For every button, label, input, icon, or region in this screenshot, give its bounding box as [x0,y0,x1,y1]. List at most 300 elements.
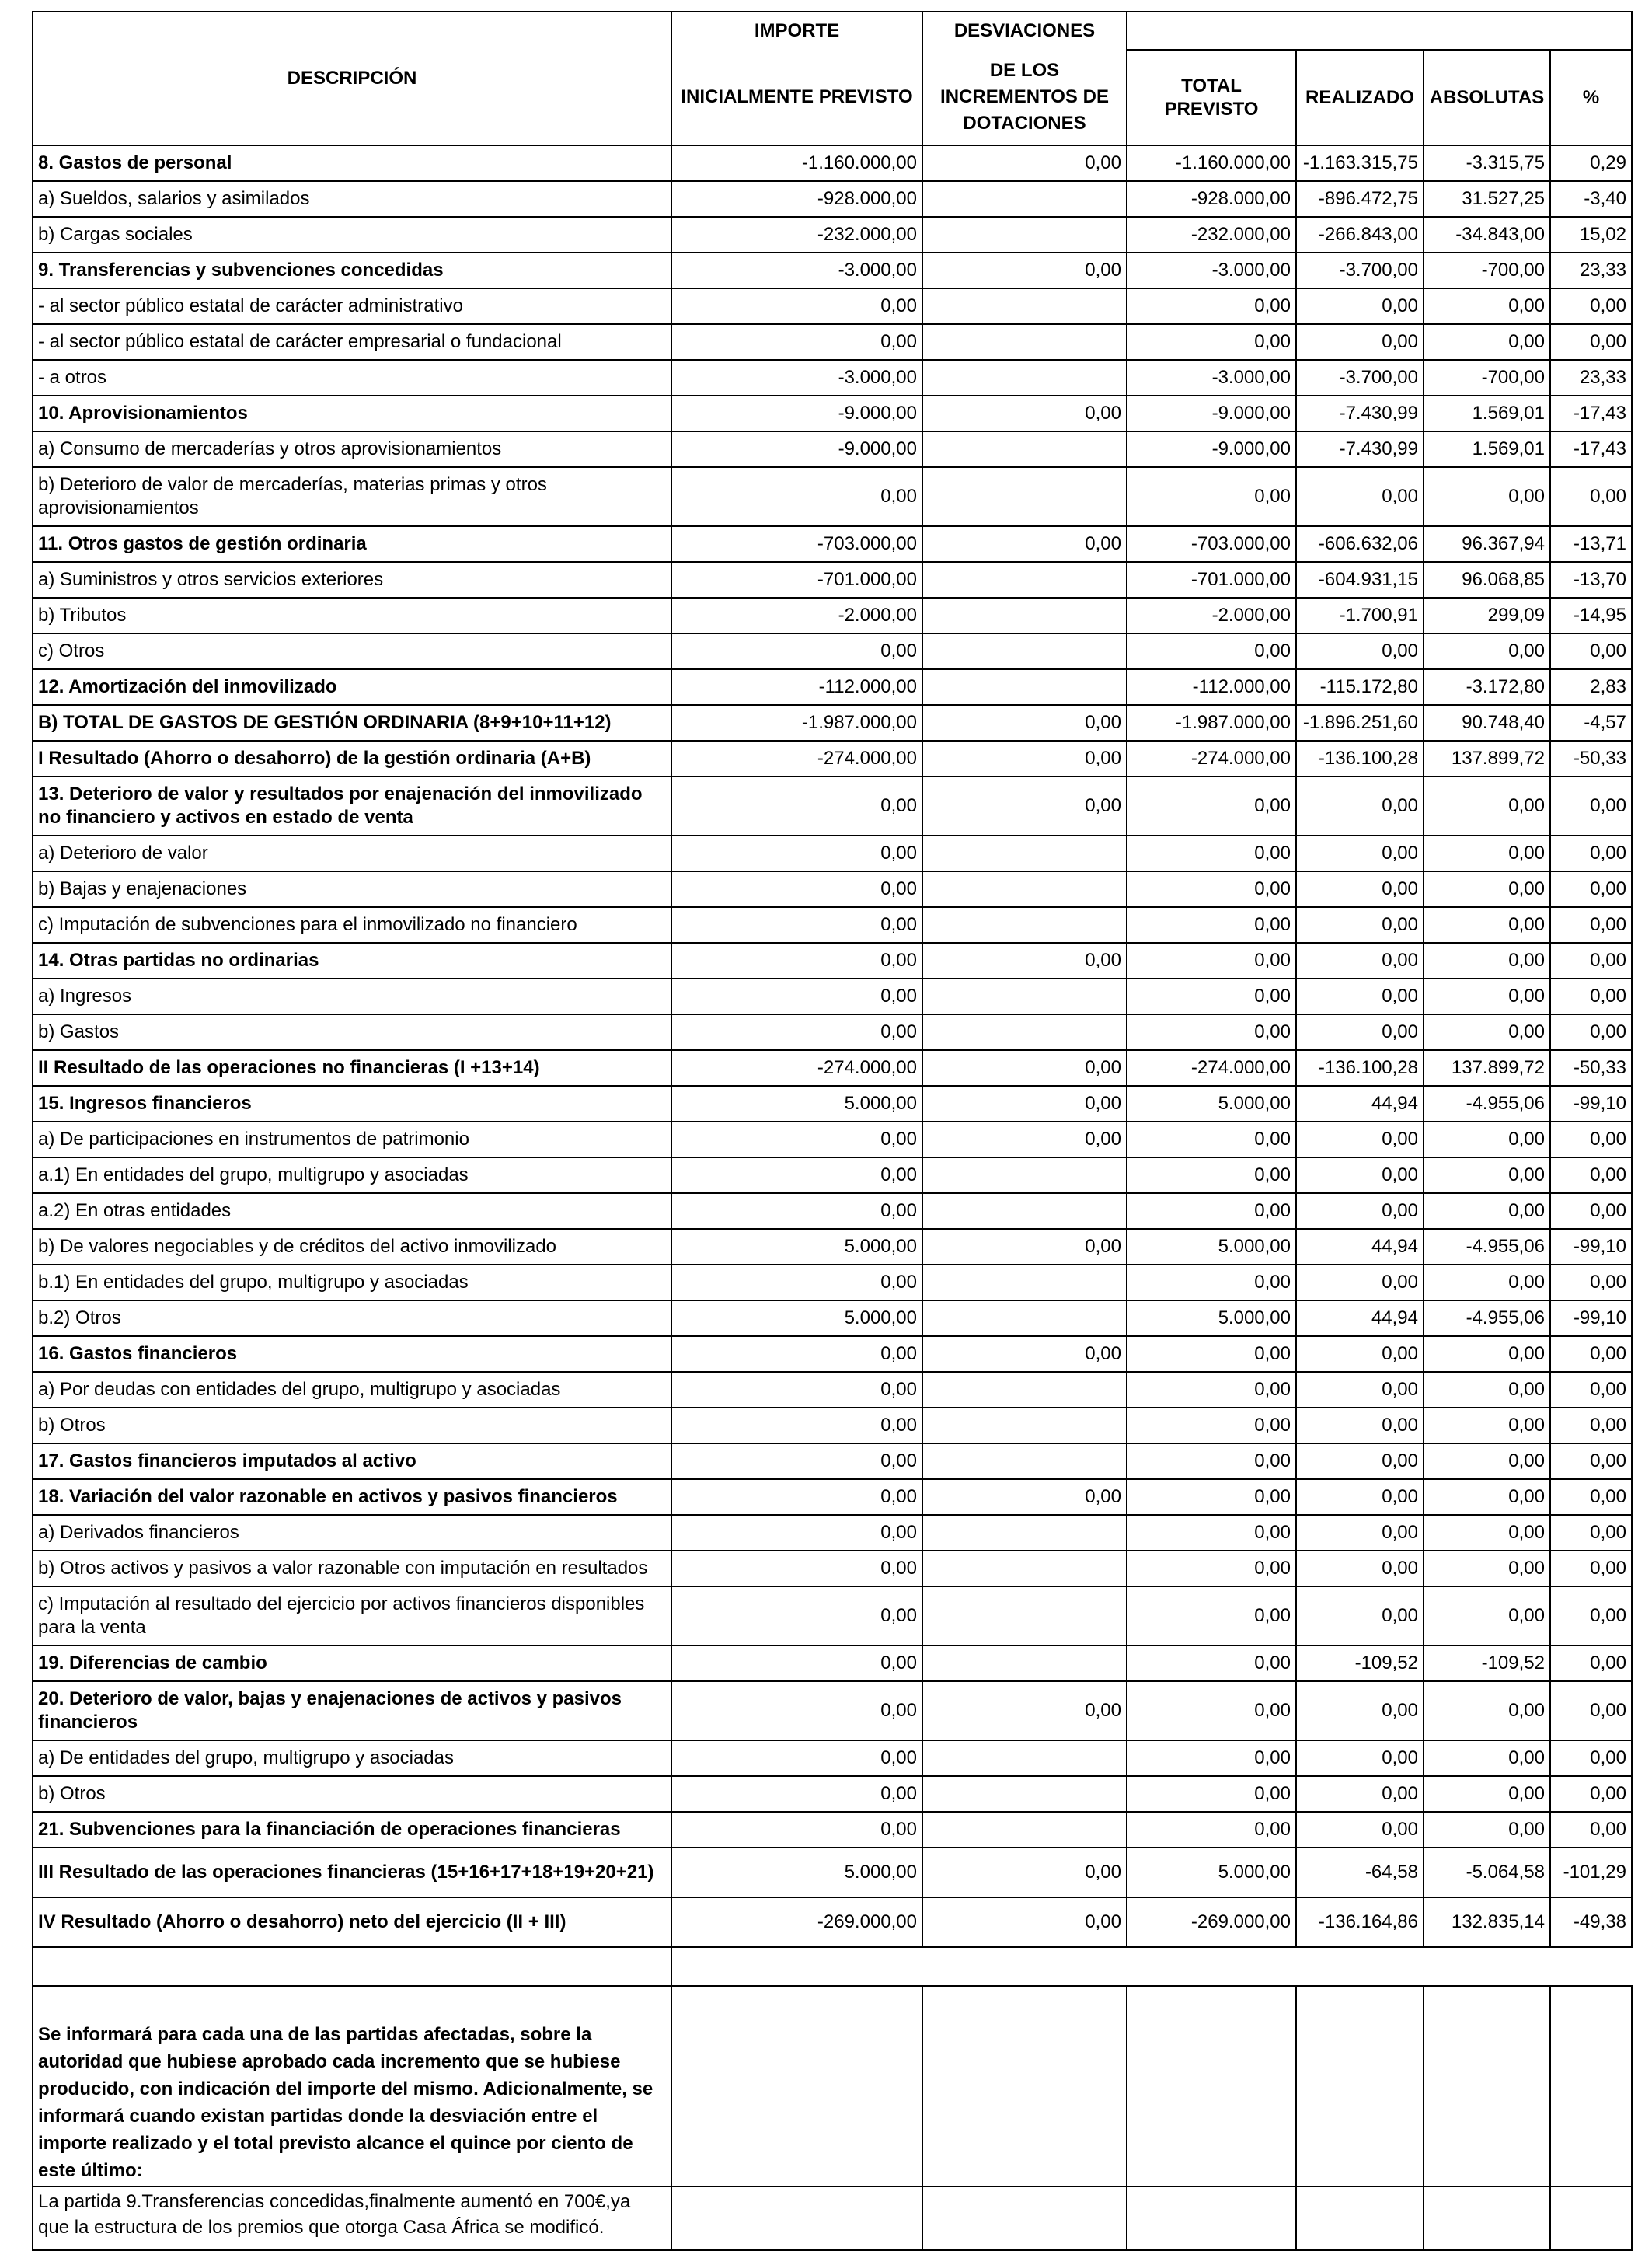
table-row [33,1086,1632,1122]
table-row [33,253,1632,288]
row-label: a) Ingresos [33,979,671,1014]
table-row [33,777,1632,836]
cell-total: 5.000,00 [1127,1086,1296,1122]
table-row [33,1443,1632,1479]
cell-incrementos: 0,00 [922,1086,1127,1122]
cell-incrementos: 0,00 [922,253,1127,288]
cell-absolutas: 31.527,25 [1424,181,1550,217]
cell-pct: -13,71 [1550,526,1632,562]
row-label: a.1) En entidades del grupo, multigrupo y asociadas [33,1157,671,1193]
cell-pct: 0,00 [1550,288,1632,324]
cell-incrementos: 0,00 [922,705,1127,741]
cell-pct: 0,00 [1550,777,1632,836]
cell-realizado: 0,00 [1296,288,1424,324]
cell-incrementos [922,1515,1127,1551]
cell-incrementos [922,1265,1127,1300]
cell-realizado: 0,00 [1296,1740,1424,1776]
cell-previsto: 0,00 [671,1812,922,1848]
row-label: c) Otros [33,633,671,669]
table-row [33,1336,1632,1372]
cell-pct: 0,00 [1550,324,1632,360]
cell-pct: -3,40 [1550,181,1632,217]
cell-total: 0,00 [1127,1265,1296,1300]
cell-previsto: -9.000,00 [671,396,922,431]
cell-incrementos [922,1193,1127,1229]
cell-previsto: 0,00 [671,943,922,979]
row-label: - al sector público estatal de carácter empresarial o fundacional [33,324,671,360]
cell-pct: 0,00 [1550,1515,1632,1551]
table-row [33,1740,1632,1776]
cell-realizado: 0,00 [1296,1265,1424,1300]
cell-total: -9.000,00 [1127,431,1296,467]
cell-incrementos [922,1408,1127,1443]
cell-previsto: 0,00 [671,907,922,943]
note-text: Se informará para cada una de las partidas afectadas, sobre la autoridad que hubiese aprobado cada incremento que se hubiese producido, con indicación del importe del mismo. Adicionalmente, se informará cuando existan partidas donde la desviación entre el importe realizado y el total previsto alcance el quince por ciento de este último: [33,1986,671,2186]
cell-total: -232.000,00 [1127,217,1296,253]
cell-incrementos [922,1776,1127,1812]
header-descripcion: DESCRIPCIÓN [33,12,671,145]
cell-absolutas: 1.569,01 [1424,396,1550,431]
row-label: III Resultado de las operaciones financieras (15+16+17+18+19+20+21) [33,1848,671,1897]
cell-incrementos [922,1443,1127,1479]
cell-previsto: 0,00 [671,1645,922,1681]
comment-row [33,2186,1632,2250]
row-label: 21. Subvenciones para la financiación de operaciones financieras [33,1812,671,1848]
cell-absolutas: 96.068,85 [1424,562,1550,598]
cell-absolutas: -700,00 [1424,360,1550,396]
cell-absolutas: 0,00 [1424,1443,1550,1479]
cell-pct: -14,95 [1550,598,1632,633]
table-row [33,360,1632,396]
table-row [33,145,1632,181]
cell-realizado: 0,00 [1296,871,1424,907]
cell-pct: 0,00 [1550,1372,1632,1408]
row-label: b) Otros [33,1408,671,1443]
cell-pct: 0,00 [1550,633,1632,669]
cell-incrementos [922,217,1127,253]
cell-pct: 0,00 [1550,1551,1632,1586]
row-label: b) Tributos [33,598,671,633]
cell-absolutas: 0,00 [1424,979,1550,1014]
cell-previsto: 0,00 [671,288,922,324]
cell-absolutas: 0,00 [1424,633,1550,669]
table-row [33,907,1632,943]
cell-pct: -101,29 [1550,1848,1632,1897]
table-row [33,633,1632,669]
row-label: IV Resultado (Ahorro o desahorro) neto del ejercicio (II + III) [33,1897,671,1947]
row-label: b) Cargas sociales [33,217,671,253]
cell-incrementos [922,1157,1127,1193]
cell-incrementos [922,1372,1127,1408]
cell-total: -3.000,00 [1127,253,1296,288]
cell-previsto: 0,00 [671,1586,922,1645]
cell-previsto: -701.000,00 [671,562,922,598]
row-label: a) De entidades del grupo, multigrupo y asociadas [33,1740,671,1776]
cell-realizado: -136.100,28 [1296,741,1424,777]
table-row [33,1265,1632,1300]
header-blank [1127,12,1632,50]
cell-incrementos: 0,00 [922,1229,1127,1265]
table-row [33,217,1632,253]
cell-absolutas: 0,00 [1424,1265,1550,1300]
table-row [33,1372,1632,1408]
cell-incrementos [922,1812,1127,1848]
cell-realizado: 0,00 [1296,907,1424,943]
cell-total: 0,00 [1127,1193,1296,1229]
cell-absolutas: 0,00 [1424,1515,1550,1551]
cell-total: -274.000,00 [1127,741,1296,777]
cell-previsto: -112.000,00 [671,669,922,705]
table-row [33,1586,1632,1645]
table-row [33,467,1632,526]
cell-total: 0,00 [1127,1681,1296,1740]
row-label: b.2) Otros [33,1300,671,1336]
cell-total: 0,00 [1127,1586,1296,1645]
cell-absolutas: 0,00 [1424,1551,1550,1586]
cell-pct: 2,83 [1550,669,1632,705]
cell-absolutas: 0,00 [1424,1740,1550,1776]
cell-incrementos: 0,00 [922,741,1127,777]
cell-total: 5.000,00 [1127,1229,1296,1265]
cell-realizado: 0,00 [1296,1551,1424,1586]
row-label: I Resultado (Ahorro o desahorro) de la gestión ordinaria (A+B) [33,741,671,777]
cell-incrementos: 0,00 [922,396,1127,431]
cell-absolutas: 0,00 [1424,1812,1550,1848]
table-row [33,1645,1632,1681]
cell-absolutas: 0,00 [1424,836,1550,871]
cell-absolutas: 1.569,01 [1424,431,1550,467]
cell-realizado: 0,00 [1296,1014,1424,1050]
cell-previsto: 0,00 [671,1372,922,1408]
cell-realizado: 0,00 [1296,1586,1424,1645]
cell-realizado: -136.100,28 [1296,1050,1424,1086]
cell-pct: -17,43 [1550,396,1632,431]
row-label: a) Derivados financieros [33,1515,671,1551]
cell-previsto: 0,00 [671,1515,922,1551]
cell-total: 0,00 [1127,633,1296,669]
cell-incrementos: 0,00 [922,943,1127,979]
cell-realizado: -136.164,86 [1296,1897,1424,1947]
cell-previsto: 0,00 [671,1408,922,1443]
cell-realizado: 0,00 [1296,1776,1424,1812]
cell-total: 0,00 [1127,1372,1296,1408]
cell-previsto: -703.000,00 [671,526,922,562]
table-row [33,1050,1632,1086]
cell-realizado: 0,00 [1296,1122,1424,1157]
cell-pct: -99,10 [1550,1086,1632,1122]
cell-pct: -17,43 [1550,431,1632,467]
cell-previsto: 0,00 [671,1157,922,1193]
cell-incrementos: 0,00 [922,1050,1127,1086]
cell-absolutas: 0,00 [1424,871,1550,907]
cell-previsto: -3.000,00 [671,253,922,288]
cell-realizado: 0,00 [1296,979,1424,1014]
header-realizado: REALIZADO [1296,50,1424,145]
cell-incrementos [922,360,1127,396]
cell-total: -269.000,00 [1127,1897,1296,1947]
cell-pct: -50,33 [1550,1050,1632,1086]
table-row [33,396,1632,431]
cell-total: 0,00 [1127,777,1296,836]
cell-absolutas: 0,00 [1424,467,1550,526]
cell-pct: 0,00 [1550,1193,1632,1229]
cell-incrementos [922,979,1127,1014]
table-row [33,1479,1632,1515]
cell-previsto: 0,00 [671,1551,922,1586]
cell-previsto: 0,00 [671,1479,922,1515]
cell-realizado: 0,00 [1296,1336,1424,1372]
cell-incrementos [922,1740,1127,1776]
cell-realizado: 0,00 [1296,943,1424,979]
header-inicialmente-previsto: INICIALMENTE PREVISTO [671,50,922,145]
header-row-top [33,12,1632,50]
cell-incrementos [922,598,1127,633]
table-row [33,598,1632,633]
cell-total: 0,00 [1127,467,1296,526]
cell-pct: 0,00 [1550,1645,1632,1681]
cell-realizado: 0,00 [1296,324,1424,360]
cell-total: -9.000,00 [1127,396,1296,431]
cell-total: 0,00 [1127,288,1296,324]
cell-realizado: -1.163.315,75 [1296,145,1424,181]
cell-realizado: 0,00 [1296,633,1424,669]
cell-absolutas: 0,00 [1424,943,1550,979]
cell-previsto: 0,00 [671,1740,922,1776]
row-label: 19. Diferencias de cambio [33,1645,671,1681]
cell-previsto: 0,00 [671,1014,922,1050]
cell-pct: 0,00 [1550,907,1632,943]
cell-pct: 0,00 [1550,871,1632,907]
row-label: b.1) En entidades del grupo, multigrupo y asociadas [33,1265,671,1300]
cell-total: -928.000,00 [1127,181,1296,217]
cell-incrementos [922,324,1127,360]
cell-previsto: -3.000,00 [671,360,922,396]
table-row [33,705,1632,741]
cell-total: -112.000,00 [1127,669,1296,705]
header-incrementos: DE LOS INCREMENTOS DE DOTACIONES [922,50,1127,145]
cell-incrementos: 0,00 [922,777,1127,836]
cell-pct: -49,38 [1550,1897,1632,1947]
cell-previsto: 0,00 [671,979,922,1014]
cell-previsto: -232.000,00 [671,217,922,253]
cell-incrementos [922,431,1127,467]
row-label: - al sector público estatal de carácter administrativo [33,288,671,324]
table-row [33,1300,1632,1336]
cell-absolutas: 0,00 [1424,1122,1550,1157]
row-label: b) De valores negociables y de créditos del activo inmovilizado [33,1229,671,1265]
cell-previsto: 0,00 [671,467,922,526]
cell-realizado: -3.700,00 [1296,360,1424,396]
row-label: a) Deterioro de valor [33,836,671,871]
cell-incrementos [922,1551,1127,1586]
header-absolutas: ABSOLUTAS [1424,50,1550,145]
row-label: 16. Gastos financieros [33,1336,671,1372]
cell-realizado: 0,00 [1296,1479,1424,1515]
table-row [33,1014,1632,1050]
cell-previsto: 0,00 [671,1265,922,1300]
table-row [33,431,1632,467]
cell-incrementos [922,288,1127,324]
cell-absolutas: 299,09 [1424,598,1550,633]
cell-pct: 0,00 [1550,1122,1632,1157]
cell-realizado: 0,00 [1296,1515,1424,1551]
cell-total: 0,00 [1127,943,1296,979]
row-label: a) Por deudas con entidades del grupo, multigrupo y asociadas [33,1372,671,1408]
row-label: c) Imputación de subvenciones para el inmovilizado no financiero [33,907,671,943]
cell-incrementos [922,907,1127,943]
cell-total: -1.160.000,00 [1127,145,1296,181]
cell-total: 0,00 [1127,979,1296,1014]
cell-incrementos: 0,00 [922,526,1127,562]
cell-realizado: -109,52 [1296,1645,1424,1681]
row-label: c) Imputación al resultado del ejercicio por activos financieros disponibles para la venta [33,1586,671,1645]
cell-realizado: -606.632,06 [1296,526,1424,562]
cell-absolutas: -34.843,00 [1424,217,1550,253]
cell-pct: 0,00 [1550,979,1632,1014]
cell-incrementos [922,1014,1127,1050]
cell-previsto: -1.987.000,00 [671,705,922,741]
cell-realizado: 0,00 [1296,1193,1424,1229]
cell-absolutas: 137.899,72 [1424,741,1550,777]
table-row [33,741,1632,777]
table-row [33,1408,1632,1443]
cell-realizado: -1.896.251,60 [1296,705,1424,741]
cell-realizado: 0,00 [1296,777,1424,836]
row-label: 14. Otras partidas no ordinarias [33,943,671,979]
cell-realizado: -896.472,75 [1296,181,1424,217]
cell-previsto: 0,00 [671,777,922,836]
cell-absolutas: -3.172,80 [1424,669,1550,705]
table-row [33,1157,1632,1193]
header-importe: IMPORTE [671,12,922,50]
cell-incrementos [922,181,1127,217]
cell-absolutas: 0,00 [1424,1586,1550,1645]
spacer-row [33,1947,1632,1986]
row-label: b) Bajas y enajenaciones [33,871,671,907]
cell-realizado: 0,00 [1296,467,1424,526]
cell-absolutas: 137.899,72 [1424,1050,1550,1086]
cell-absolutas: -5.064,58 [1424,1848,1550,1897]
cell-total: 5.000,00 [1127,1300,1296,1336]
row-label: 13. Deterioro de valor y resultados por enajenación del inmovilizado no financiero y activos en estado de venta [33,777,671,836]
cell-pct: 0,00 [1550,836,1632,871]
cell-total: 0,00 [1127,907,1296,943]
cell-absolutas: 0,00 [1424,1776,1550,1812]
table-row [33,1681,1632,1740]
row-label: 18. Variación del valor razonable en activos y pasivos financieros [33,1479,671,1515]
cell-incrementos: 0,00 [922,1848,1127,1897]
cell-pct: 0,00 [1550,1586,1632,1645]
cell-absolutas: 0,00 [1424,1372,1550,1408]
cell-absolutas: 0,00 [1424,324,1550,360]
row-label: II Resultado de las operaciones no financieras (I +13+14) [33,1050,671,1086]
cell-realizado: -7.430,99 [1296,431,1424,467]
cell-total: 0,00 [1127,1443,1296,1479]
cell-previsto: 0,00 [671,1776,922,1812]
table-row [33,669,1632,705]
row-label: 15. Ingresos financieros [33,1086,671,1122]
cell-realizado: -64,58 [1296,1848,1424,1897]
header-desviaciones: DESVIACIONES [922,12,1127,50]
table-row [33,1551,1632,1586]
row-label: 11. Otros gastos de gestión ordinaria [33,526,671,562]
comment-text: La partida 9.Transferencias concedidas,finalmente aumentó en 700€,ya que la estructura de los premios que otorga Casa África se modificó. [33,2186,671,2250]
cell-previsto: 0,00 [671,836,922,871]
cell-total: 0,00 [1127,1157,1296,1193]
cell-realizado: 0,00 [1296,1812,1424,1848]
cell-incrementos [922,562,1127,598]
cell-pct: 0,00 [1550,943,1632,979]
cell-incrementos: 0,00 [922,1897,1127,1947]
cell-absolutas: -4.955,06 [1424,1229,1550,1265]
cell-realizado: 0,00 [1296,1443,1424,1479]
cell-previsto: -1.160.000,00 [671,145,922,181]
cell-pct: 15,02 [1550,217,1632,253]
table-row [33,324,1632,360]
cell-incrementos: 0,00 [922,1122,1127,1157]
cell-realizado: 0,00 [1296,1372,1424,1408]
row-label: 8. Gastos de personal [33,145,671,181]
cell-previsto: 5.000,00 [671,1086,922,1122]
table-row [33,181,1632,217]
cell-pct: 0,00 [1550,1740,1632,1776]
cell-absolutas: 0,00 [1424,1408,1550,1443]
cell-incrementos [922,836,1127,871]
row-label: 10. Aprovisionamientos [33,396,671,431]
cell-absolutas: 0,00 [1424,777,1550,836]
cell-total: 0,00 [1127,1645,1296,1681]
cell-total: -703.000,00 [1127,526,1296,562]
table-row [33,1515,1632,1551]
cell-incrementos [922,1300,1127,1336]
cell-realizado: -3.700,00 [1296,253,1424,288]
cell-absolutas: 0,00 [1424,907,1550,943]
table-row [33,1897,1632,1947]
cell-incrementos [922,1645,1127,1681]
row-label: - a otros [33,360,671,396]
cell-previsto: 0,00 [671,1443,922,1479]
row-label: b) Otros [33,1776,671,1812]
cell-previsto: 0,00 [671,871,922,907]
cell-realizado: 44,94 [1296,1229,1424,1265]
cell-absolutas: 0,00 [1424,1193,1550,1229]
row-label: b) Deterioro de valor de mercaderías, materias primas y otros aprovisionamientos [33,467,671,526]
cell-previsto: 5.000,00 [671,1229,922,1265]
row-label: 12. Amortización del inmovilizado [33,669,671,705]
cell-incrementos [922,633,1127,669]
cell-incrementos [922,669,1127,705]
cell-previsto: 0,00 [671,1681,922,1740]
cell-absolutas: -700,00 [1424,253,1550,288]
row-label: a.2) En otras entidades [33,1193,671,1229]
cell-total: 0,00 [1127,1479,1296,1515]
row-label: b) Otros activos y pasivos a valor razonable con imputación en resultados [33,1551,671,1586]
cell-absolutas: 0,00 [1424,288,1550,324]
table-row [33,1812,1632,1848]
cell-total: 0,00 [1127,871,1296,907]
row-label: B) TOTAL DE GASTOS DE GESTIÓN ORDINARIA (8+9+10+11+12) [33,705,671,741]
cell-pct: 0,00 [1550,1336,1632,1372]
cell-realizado: 44,94 [1296,1300,1424,1336]
cell-previsto: 0,00 [671,633,922,669]
cell-incrementos: 0,00 [922,145,1127,181]
cell-pct: -13,70 [1550,562,1632,598]
cell-total: -274.000,00 [1127,1050,1296,1086]
cell-realizado: 0,00 [1296,1408,1424,1443]
row-label: a) Consumo de mercaderías y otros aprovisionamientos [33,431,671,467]
cell-pct: 0,00 [1550,467,1632,526]
cell-total: 5.000,00 [1127,1848,1296,1897]
